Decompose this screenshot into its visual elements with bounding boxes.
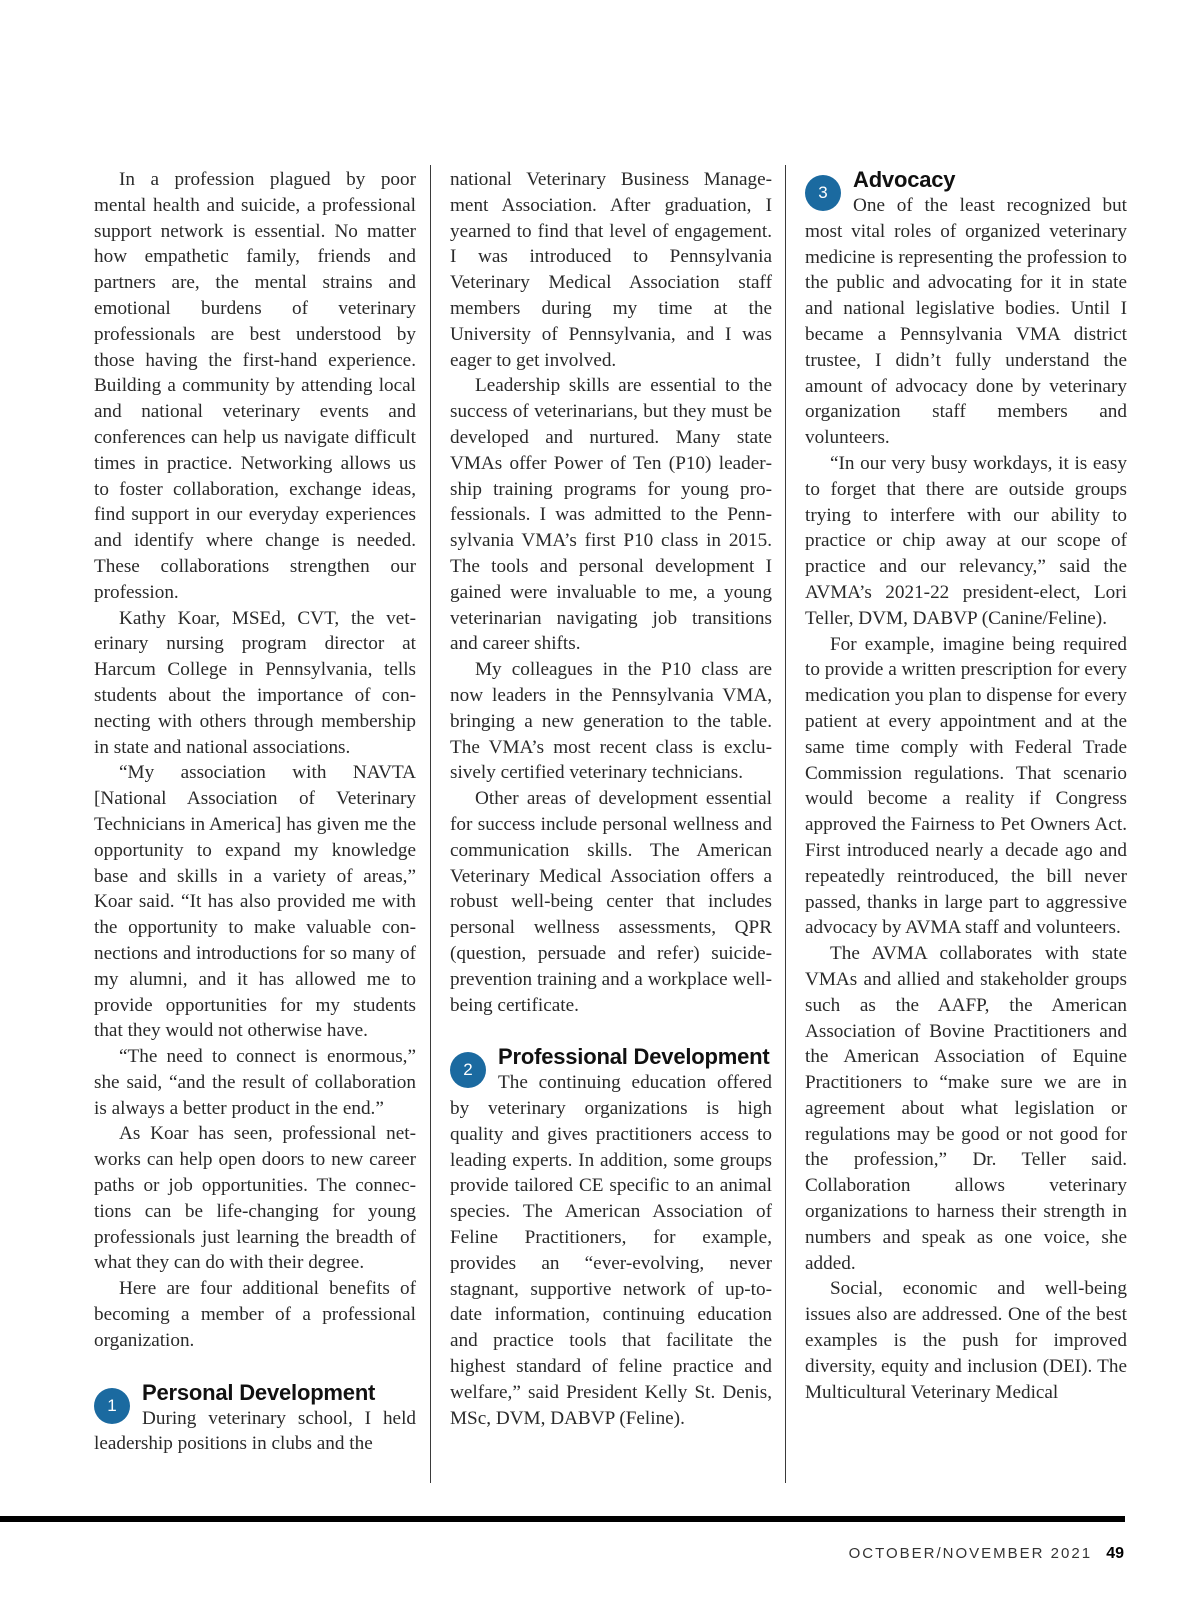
body-paragraph: “My association with NAVTA [National Association of Veterinary Technicians in America] has given me the opportunity to expand my knowledge base and skills in a variety of areas,” Koar said. “It has also provided me with the opportunity to make valuable connections and introductions for so many of my alumni, and it has allowed me to provide opportunities for my students that they would not otherwise have. [94, 762, 416, 1042]
body-paragraph: As Koar has seen, professional networks can help open doors to new career paths or job opportunities. The connections can be life-changing for young professionals just learning the breadth of what they can do with their degree. [94, 1123, 416, 1274]
column-divider-1 [430, 165, 431, 1483]
article-column-1 [94, 167, 416, 1457]
section-advocacy [805, 165, 1127, 451]
article-column-3 [805, 167, 1127, 1405]
issue-date: OCTOBER/NOVEMBER 2021 [848, 1545, 1093, 1562]
section-number-badge: 1 [94, 1388, 130, 1424]
section-title: Advocacy [853, 167, 956, 192]
column-divider-2 [785, 165, 786, 1483]
page-number: 49 [1106, 1545, 1124, 1562]
section-title: Personal Development [142, 1379, 376, 1405]
article-column-2 [450, 167, 772, 1431]
section-professional-development [450, 1042, 772, 1431]
body-paragraph: “In our very busy workdays, it is easy to forget that there are outside groups trying to interfere with our ability to practice or chip away at our scope of practice and our relevancy,” said the AVMA’s 2021-22 president-elect, Lori Teller, DVM, DABVP (Canine/Feline). [805, 452, 1127, 629]
body-paragraph: The AVMA collaborates with state VMAs and allied and stakeholder groups such as the AAFP, the American Association of Bovine Practitioners and the American Association of Equine Practitioners to “make sure we are in agreement about what legislation or regulations may be good or not good for the profession,” Dr. Teller said. Collaboration allows veterinary organizations to harness their strength in numbers and speak as one voice, she added. [805, 943, 1127, 1274]
footer-rule [0, 1516, 1125, 1522]
section-title: Professional Development [498, 1044, 770, 1070]
body-paragraph: In a profession plagued by poor mental health and suicide, a professional support network is essential. No matter how empathetic family, friends and partners are, the mental strains and emotional burdens of veterinary professionals are best understood by those having the first-hand experience. Building a community by attending local and national veterinary events and conferences can help us navigate difficult times in practice. Networking allows us to foster collaboration, exchange ideas, find support in our everyday experiences and identify where change is needed. These collaborations strengthen our profession. [94, 169, 416, 603]
body-paragraph: The continuing education offered by veterinary organizations is high quality and gives practitioners access to leading experts. In addition, some groups provide tailored CE specific to an animal species. The American Association of Feline Practitioners, for example, provides an “ever-evolving, never stagnant, supportive network of up-to-date information, continuing education and practice tools that facilitate the highest standard of feline practice and welfare,” said President Kelly St. Denis, MSc, DVM, DABVP (Feline). [450, 1072, 772, 1429]
section-number-badge: 2 [450, 1052, 486, 1088]
body-paragraph: national Veterinary Business Management Association. After graduation, I yearned to find that level of engagement. I was introduced to Pennsylvania Veterinary Medical Association staff members during my time at the University of Pennsylvania, and I was eager to get involved. [450, 169, 772, 371]
section-personal-development [94, 1378, 416, 1458]
body-paragraph: My colleagues in the P10 class are now leaders in the Pennsylvania VMA, bringing a new generation to the table. The VMA’s most recent class is exclusively certified veterinary technicians. [450, 659, 772, 784]
body-paragraph: Other areas of development essential for success include personal wellness and communication skills. The American Veterinary Medical Association offers a robust well-being center that includes personal wellness assessments, QPR (question, persuade and refer) suicide-prevention training and a workplace well-being certificate. [450, 788, 772, 1016]
section-number-badge: 3 [805, 175, 841, 211]
body-paragraph: During veterinary school, I held leadership positions in clubs and the [94, 1407, 416, 1455]
body-paragraph: “The need to connect is enormous,” she said, “and the result of collaboration is always a better product in the end.” [94, 1046, 416, 1119]
body-paragraph: For example, imagine being required to provide a written prescription for every medication you plan to dispense for every patient at every appointment and at the same time comply with Federal Trade Commission regulations. That scenario would become a reality if Congress approved the Fairness to Pet Owners Act. First introduced nearly a decade ago and repeatedly reintroduced, the bill never passed, thanks in large part to aggressive advocacy by AVMA staff and volunteers. [805, 633, 1127, 939]
body-paragraph: Here are four additional benefits of becoming a member of a professional organization. [94, 1278, 416, 1351]
body-paragraph: Social, economic and well-being issues also are addressed. One of the best examples is the push for improved diversity, equity and inclusion (DEI). The Multicultural Veterinary Medical [805, 1278, 1127, 1403]
page-footer [849, 1545, 1124, 1563]
body-paragraph: Leadership skills are essential to the success of veterinarians, but they must be developed and nurtured. Many state VMAs offer Power of Ten (P10) leadership training programs for young professionals. I was admitted to the Pennsylvania VMA’s first P10 class in 2015. The tools and personal development I gained were invaluable to me, a young veterinarian navigating job transitions and career shifts. [450, 375, 772, 655]
body-paragraph: One of the least recognized but most vital roles of organized veterinary medicine is representing the profession to the public and advocating for it in state and national legislative bodies. Until I became a Pennsylvania VMA district trustee, I didn’t fully understand the amount of advocacy done by veterinary organization staff members and volunteers. [805, 195, 1127, 449]
body-paragraph: Kathy Koar, MSEd, CVT, the veterinary nursing program director at Harcum College in Pennsylvania, tells students about the importance of connecting with others through membership in state and national associations. [94, 607, 416, 758]
